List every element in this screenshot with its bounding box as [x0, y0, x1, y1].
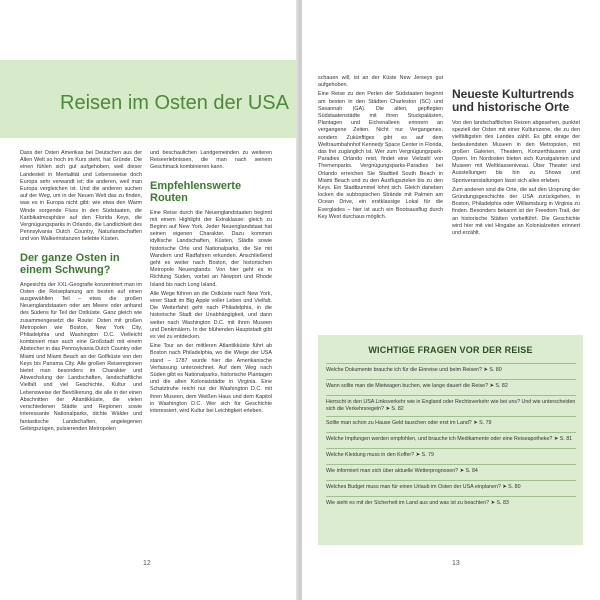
- faq-item: Herrscht in den USA Linksverkehr wie in England oder Rechtsverkehr wie bei uns? Und wie unterscheiden sich die Verkehrsregeln? ➤ S. 82: [326, 395, 576, 416]
- page-number-left: 12: [143, 560, 151, 567]
- faq-item: Wie informiert man sich über aktuelle Wetterprognosen? ➤ S. 84: [326, 464, 576, 480]
- faq-item: Welche Dokumente brauche ich für die Einreise und beim Reisen? ➤ S. 80: [326, 363, 576, 379]
- section-heading-schwung: Der ganze Osten in einem Schwung?: [20, 251, 120, 276]
- faq-list: [326, 363, 576, 512]
- faq-title: WICHTIGE FRAGEN VOR DER REISE: [368, 345, 533, 355]
- faq-box: [318, 335, 583, 545]
- continuation-paragraph: und beschaulichen Landgemeinden zu weiteren Reiseerlebnissen, die man nach seinem Geschmack kombinieren kann.: [150, 150, 272, 171]
- left-column-2: [150, 150, 272, 417]
- routen-paragraph-3: Eine Tour an der mittleren Atlantikküste führt ab Boston nach Philadelphia, wo die Wiege der USA stand – 1787 wurde hier die Amerikanische Verfassung unterzeichnet. Auf dem Weg nach Süden gibt es Nationalparks, historische Plantagen und die alten Kolonialstädte in Virginia. Eine Schatztruhe reicht nur der Washington D.C. mit ihren Museen, dem Weißen Haus und dem Kapitol in Washington D.C. Wer sich für Geschichte interessiert, wird Kultur bei Leichtigkeit erleben.: [150, 343, 272, 415]
- page-number-right: 13: [452, 560, 460, 567]
- right-column-2: [452, 88, 580, 239]
- routen-paragraph-2: Alle Wege führen an die Ostküste nach New York, einer Stadt im Big Apple voller Leben und Vielfalt. Die Weiterfahrt geht nach Philadelphia, in die historische Stadt der Unabhängigkeit, und dann weiter nach Washington D.C. mit ihren Museen und Denkmälern. In der blühenden Hauptstadt gibt es viel zu entdecken.: [150, 290, 272, 341]
- faq-item: Wann sollte man die Mietwagen buchen, wie lange dauert die Reise? ➤ S. 82: [326, 379, 576, 395]
- right-page: [302, 0, 600, 600]
- faq-item: Welche Impfungen werden empfohlen, und brauche ich Medikamente oder eine Reiseapotheke? ➤ S. 81: [326, 432, 576, 448]
- schwung-paragraph: Angesichts der XXL-Geografie konzentriert man im Osten die Reiseplanung am besten auf einen ausgewählten Teil – etwa die großen Neuenglandstaaten oder am Meere oder anhand des Südens für Teil der Ostküste. Ganz gleich wie zusammengesetzt die Route: Osten mit großen Metropolen wie Boston, New York City, Philadelphia und Washington D.C. Vielleicht kombiniert man auch eine Großstadt mit einem Abstecher in das Pennsylvania Dutch Country oder Miami und Miami Beach an der Golfküste von den Keys bis Panama City. Alle großen Reiseregionen bietet man besonders im Charakter und Abwechslung der Landschaften, landschaftliche Vielfalt und viel Geschichte, Kultur und Lebensweise der Bevölkerung, die alle in der einen Abschnitten der Atlantikküste, die vielen verschiedenen Städte und Regionen sowie interessante Nationalparks, dichte Wälder und fantastische Landschaften, angelegenen Gebirgszügen, pulsierenden Metropolen: [20, 281, 142, 432]
- right-column-1: [318, 75, 443, 223]
- page-title: Reisen im Osten der USA: [60, 92, 289, 114]
- faq-item: Wie sieht es mit der Sicherheit im Land aus und was ist zu beachten? ➤ S. 83: [326, 496, 576, 512]
- kultur-paragraph-2: Zum anderen sind die Orte, die auf den Ursprung der Gründungsgeschichte der USA zurückgehen, in Boston, Philadelphia oder Williamsburg in Virginia zu finden. Besonders bekannt ist der Freedom Trail, der an historische Stätten vorbeiführt. Die Geschichte wird hier mit viel Hingabe an Kolonialzeiten erinnert und erzählt.: [452, 186, 580, 237]
- routen-paragraph-1: Eine Reise durch die Neuenglandstaaten beginnt mit einem Highlight der Extraklasse: gleich zu Beginn auf New York. Jeder Neuenglandstaat hat seinen eigenen Charakter. Dazu kommen idyllische Landschaften, Küsten, Städte sowie historische Orte und Nationalparks, die Sie mit Wandern und Radfahren erkunden. Anschließend geht es weiter nach Boston, der historischen Metropole Neuenglands. Von hier geht es in Richtung Süden, vorbei an Newport und Rhode Island bis nach Long Island.: [150, 209, 272, 288]
- left-column-1: [20, 150, 142, 435]
- right-continuation: schauen will, ist an der Küste New Jerseys gut aufgehoben.: [318, 75, 443, 89]
- section-heading-kultur: Neueste Kulturtrends und historische Orte: [452, 87, 575, 114]
- kultur-paragraph-1: Von den landschaftlichen Reizen abgesehen, punktet speziell der Osten mit einer Kulturszene, die zu den vielfältigsten des Landes zählt. Es gibt einige der bedeutendsten Museen in den Metropolen, mit großen Galerien, Theatern, Konzerthäusern und Opern. Im Nordosten bieten sich Kunstgalerien und Museen mit Weltklasseniveau. Über Theater und Ausstellungen bis hin zu Shows und Sportveranstaltungen lässt sich alles erleben.: [452, 120, 580, 184]
- faq-item: Welches Budget muss man für einen Urlaub im Osten der USA einplanen? ➤ S. 80: [326, 480, 576, 496]
- intro-paragraph: Dass der Osten Amerikas bei Deutschen aus der Alten Welt so hoch im Kurs steht, hat Gründe. Die einen fühlen sich gut aufgehoben, weil dieser Landesteil in Mentalität und Lebensweise doch Europa sehr verwandt ist; die anderen, weil man Europa vergleichen ist. Und die anderen suchen auf der Weg, um in der Neuen Welt das zu finden, was es in Europa nicht gibt: wie etwa den Warm Winde sorgende Fluss in den Südstaaten, die Karibikatmosphäre auf den Florida Keys, die Vergnügungsparks in Orlando, die Landlichkeit des Pennsylvania Dutch Country, Naturlandschaften und von Walkerinstanzen belebte Küsten.: [20, 150, 142, 243]
- faq-item: Sollte man schon zu Hause Geld tauschen oder erst im Land? ➤ S. 79: [326, 416, 576, 432]
- section-heading-routen: Empfehlenswerte Routen: [150, 179, 242, 204]
- left-page: [0, 0, 298, 600]
- suedstaaten-paragraph: Eine Reise zu den Perlen der Südstaaten beginnt am besten in den Städten Charleston (SC) und Savannah (GA). Die alten, gepflegten Südstaatenstädte mit ihren Stuckpalästen, Plantagen und Eichenalleen erinnern an vergangene Zeiten. Nicht nur Vergangenes, sondern Zukünftiges gibt es auf dem Weltraumbahnhof Kennedy Space Center in Florida, das frei zugänglich ist. Wer zum Vergnügungspark-Paradies Orlando reist, findet eine Vielzahl von Themenparks. Vergnügungsparks-Paradies bei Orlando erreichen Sie Stadtteil South Beach in Miami Beach und zu den Ausflugszielen bis zu den Keys. Ein Stadtbummel lohnt sich. Gleich daneben locken die subtropischen Strände mit Palmen am Ocean Drive, ein erstklassige Lokal für die Everglades – hier ist auch ein Bootsausflug durch Key West durchaus möglich.: [318, 91, 443, 220]
- faq-item: Welche Kleidung muss in den Koffer? ➤ S. 79: [326, 448, 576, 464]
